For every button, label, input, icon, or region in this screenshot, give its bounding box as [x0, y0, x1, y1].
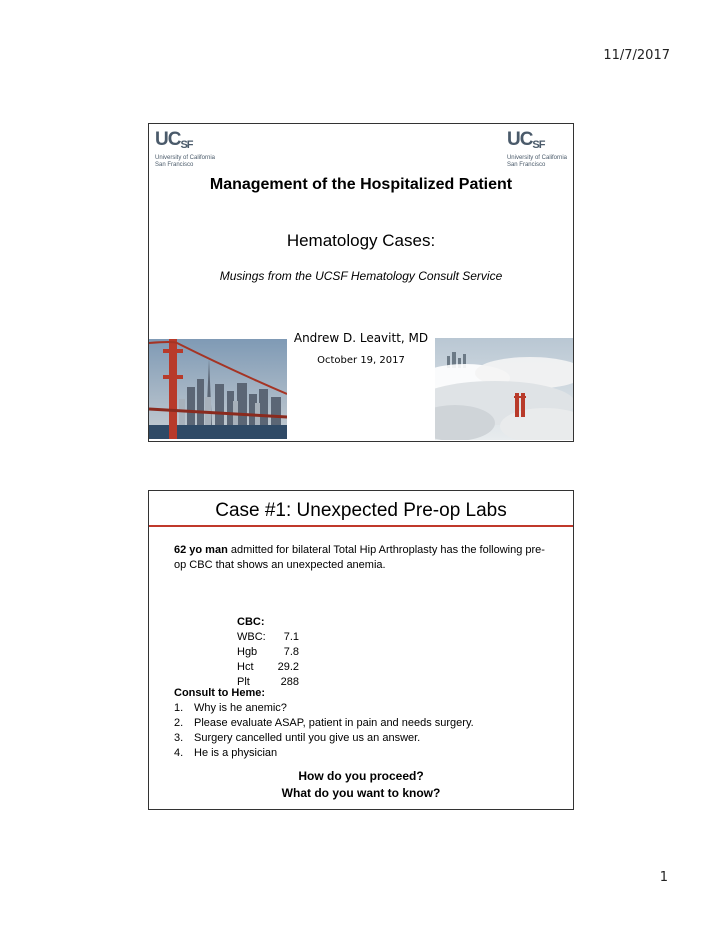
golden-gate-city-photo [149, 339, 287, 439]
list-item: 2. Please evaluate ASAP, patient in pain and needs surgery. [174, 717, 474, 729]
case-slide [148, 490, 574, 810]
closing-questions: How do you proceed? What do you want to know? [281, 769, 441, 800]
cbc-heading: CBC: [237, 616, 265, 628]
list-item: 4. He is a physician [174, 747, 278, 759]
header-date: 11/7/2017 [603, 48, 670, 63]
case-intro-text: admitted for bilateral Total Hip Arthroplasty has the following pre-op CBC that shows an unexpected anemia. [174, 544, 545, 571]
ucsf-logo-right: $UC_{SF}$ University of California San Francisco [506, 129, 567, 168]
page-number: 1 [659, 870, 668, 885]
presentation-date: October 19, 2017 [317, 355, 405, 366]
case-title: Case #1: Unexpected Pre-op Labs [215, 500, 507, 521]
title-slide [148, 123, 574, 442]
ucsf-logo-left: $UC_{SF}$ University of California San Francisco [155, 129, 216, 168]
slide-title: Management of the Hospitalized Patient [209, 176, 513, 193]
cbc-panel [237, 615, 299, 690]
foggy-bridge-photo [435, 338, 573, 440]
cbc-row: WBC: 7.1 [237, 631, 299, 643]
case-intro [174, 543, 554, 573]
list-item: 3. Surgery cancelled until you give us an answer. [174, 732, 421, 744]
list-item: 1. Why is he anemic? [174, 702, 287, 714]
cbc-row: Hct 29.2 [237, 661, 299, 673]
title-divider [149, 525, 573, 527]
cbc-row: Hgb 7.8 [237, 646, 299, 658]
consult-heading: Consult to Heme: [174, 687, 266, 699]
patient-descriptor: 62 yo man [174, 544, 228, 556]
slide-subtitle: Hematology Cases: [286, 231, 436, 250]
cbc-row: Plt 288 [237, 676, 299, 688]
consult-list [174, 686, 474, 761]
author-name: Andrew D. Leavitt, MD [293, 331, 429, 345]
slide-tagline: Musings from the UCSF Hematology Consult Service [219, 269, 503, 283]
